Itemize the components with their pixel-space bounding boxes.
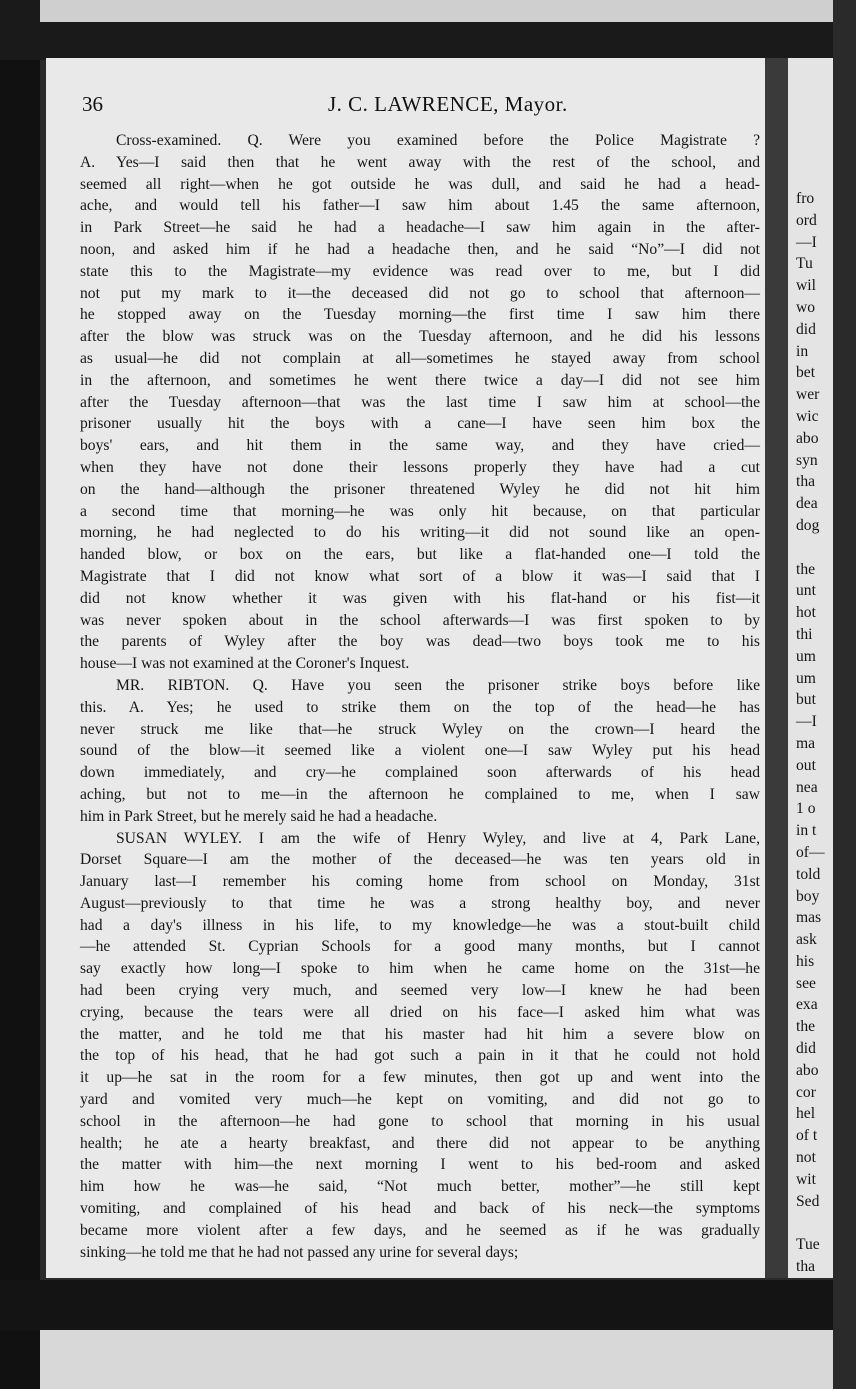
text-line: after the Tuesday afternoon—that was the last time I saw him at school—the bbox=[80, 393, 760, 411]
text-line: Cross-examined. Q. Were you examined before the Police Magistrate ? bbox=[116, 132, 760, 149]
text-line: aching, but not to me—in the afternoon he complained to me, when I saw bbox=[80, 785, 760, 803]
text-line: a second time that morning—he was only hit because, on that particular bbox=[80, 502, 760, 520]
text-line: this. A. Yes; he used to strike them on the top of the head—he has bbox=[80, 698, 760, 716]
text-line: A. Yes—I said then that he went away with the rest of the school, and bbox=[80, 153, 760, 171]
text-line: say exactly how long—I spoke to him when he came home on the 31st—he bbox=[80, 960, 760, 978]
facing-page-fragment: tha bbox=[796, 1258, 816, 1276]
facing-page-fragment: in bbox=[796, 342, 809, 360]
text-line: it up—he sat in the room for a few minutes, then got up and went into the bbox=[80, 1069, 760, 1087]
facing-page-fragment: wil bbox=[796, 277, 816, 295]
facing-page-fragment: the bbox=[796, 1018, 816, 1036]
facing-page-fragment: told bbox=[796, 865, 821, 883]
text-line: him how he was—he said, “Not much better, mother”—he still kept bbox=[80, 1178, 760, 1196]
facing-page-fragment: of— bbox=[796, 843, 825, 861]
facing-page-fragment: Tue bbox=[796, 1236, 820, 1254]
text-line: when they have not done their lessons properly they have had a cut bbox=[80, 458, 760, 476]
text-line: Magistrate that I did not know what sort of a blow it was—I said that I bbox=[80, 567, 760, 585]
text-line: had a day's illness in his life, to my knowledge—he was a stout-built child bbox=[80, 916, 760, 934]
facing-page-fragment: wer bbox=[796, 386, 820, 404]
text-line: the parents of Wyley after the boy was dead—two boys took me to his bbox=[80, 633, 760, 651]
facing-page-fragment: did bbox=[796, 320, 816, 338]
text-line: he stopped away on the Tuesday morning—the first time I saw him there bbox=[80, 306, 760, 324]
facing-page-fragment: tha bbox=[796, 473, 816, 491]
facing-page-fragment: abo bbox=[796, 429, 819, 447]
facing-page-fragment: 1 o bbox=[796, 800, 816, 818]
text-line: had been crying very much, and seemed very low—I knew he had been bbox=[80, 982, 760, 1000]
text-line: as usual—he did not complain at all—sometimes he stayed away from school bbox=[80, 349, 760, 367]
facing-page-fragment: exa bbox=[796, 996, 818, 1014]
text-line: the matter with him—the next morning I went to his bed-room and asked bbox=[80, 1156, 760, 1174]
facing-page-fragment: ord bbox=[796, 211, 817, 229]
scan-top-strip bbox=[40, 0, 833, 22]
facing-page-fragment: dog bbox=[796, 516, 820, 534]
text-line: January last—I remember his coming home from school on Monday, 31st bbox=[80, 873, 760, 891]
text-line: crying, because the tears were all dried on his face—I asked him what was bbox=[80, 1003, 760, 1021]
text-line: SUSAN WYLEY. I am the wife of Henry Wyley, and live at 4, Park Lane, bbox=[116, 829, 760, 847]
text-line: in the afternoon, and sometimes he went there twice a day—I did not see him bbox=[80, 371, 760, 389]
text-line: vomiting, and complained of his head and back of his neck—the symptoms bbox=[80, 1200, 760, 1218]
facing-page-fragment: um bbox=[796, 647, 816, 665]
facing-page-fragment: cor bbox=[796, 1083, 816, 1101]
facing-page-fragment: nea bbox=[796, 778, 818, 796]
facing-page-fragment: see bbox=[796, 974, 816, 992]
page-header bbox=[82, 92, 762, 122]
facing-page-fragment: wo bbox=[796, 298, 816, 316]
facing-page-fragment: unt bbox=[796, 582, 816, 600]
facing-page-fragment: bet bbox=[796, 364, 816, 382]
facing-page-fragment: not bbox=[796, 1149, 816, 1167]
facing-page-fragment: ask bbox=[796, 931, 817, 949]
facing-page-fragments bbox=[796, 188, 856, 1300]
text-line: boys' ears, and hit them in the same way, and they have cried— bbox=[80, 437, 760, 455]
facing-page-fragment: —I bbox=[796, 233, 817, 251]
text-line: was never spoken about in the school afterwards—I was first spoken to by bbox=[80, 611, 760, 629]
book-gutter bbox=[765, 58, 788, 1278]
facing-page-fragment: of t bbox=[796, 1127, 818, 1145]
body-text bbox=[80, 130, 760, 1263]
facing-page-fragment: thi bbox=[796, 625, 813, 643]
facing-page-fragment: hot bbox=[796, 604, 816, 622]
running-head: J. C. LAWRENCE, Mayor. bbox=[328, 92, 568, 116]
text-line: —he attended St. Cyprian Schools for a good many months, but I cannot bbox=[80, 938, 760, 956]
scan-bottom-strip bbox=[40, 1330, 833, 1389]
text-line: MR. RIBTON. Q. Have you seen the prisoner strike boys before like bbox=[116, 676, 760, 694]
text-line: never struck me like that—he struck Wyley on the crown—I heard the bbox=[80, 720, 760, 738]
text-line: him in Park Street, but he merely said he had a headache. bbox=[80, 807, 438, 825]
text-line: became more violent after a few days, and he seemed as if he was gradually bbox=[80, 1221, 760, 1239]
facing-page-fragment: —I bbox=[796, 713, 817, 731]
facing-page-fragment: Tu bbox=[796, 255, 813, 273]
text-line: Dorset Square—I am the mother of the deceased—he was ten years old in bbox=[80, 851, 760, 869]
facing-page-fragment: Sed bbox=[796, 1192, 820, 1210]
facing-page-fragment: wic bbox=[796, 407, 819, 425]
text-line: the matter, and he told me that his master had hit him a severe blow on bbox=[80, 1025, 760, 1043]
facing-page-fragment: abo bbox=[796, 1061, 819, 1079]
text-line: August—previously to that time he was a strong healthy boy, and never bbox=[80, 894, 760, 912]
text-line: noon, and asked him if he had a headache then, and he said “No”—I did not bbox=[80, 240, 760, 258]
text-line: on the hand—although the prisoner threatened Wyley he did not hit him bbox=[80, 480, 760, 498]
facing-page-fragment: out bbox=[796, 756, 816, 774]
facing-page-fragment bbox=[796, 1212, 856, 1234]
text-line: ache, and would tell his father—I saw him about 1.45 the same afternoon, bbox=[80, 197, 760, 215]
facing-page-fragment: ma bbox=[796, 734, 816, 752]
facing-page-fragment: but bbox=[796, 691, 816, 709]
text-line: house—I was not examined at the Coroner's Inquest. bbox=[80, 655, 410, 673]
scan-bottom-band bbox=[0, 1280, 833, 1330]
facing-page-fragment: fro bbox=[796, 190, 815, 207]
text-line: sinking—he told me that he had not passed any urine for several days; bbox=[80, 1243, 519, 1261]
facing-page-fragment: wit bbox=[796, 1170, 816, 1188]
facing-page-fragment: syn bbox=[796, 451, 818, 469]
text-line: in Park Street—he said he had a headache—I saw him again in the after- bbox=[80, 219, 760, 237]
facing-page-fragment: his bbox=[796, 952, 815, 970]
facing-page-fragment: the bbox=[796, 560, 816, 578]
facing-page-fragment: did bbox=[796, 1040, 816, 1058]
text-line: not put my mark to it—the deceased did not go to school that afternoon— bbox=[80, 284, 760, 302]
facing-page-fragment: boy bbox=[796, 887, 820, 905]
facing-page-fragment: hel bbox=[796, 1105, 816, 1123]
facing-page-fragment: dea bbox=[796, 495, 818, 513]
text-line: handed blow, or box on the ears, but like a flat-handed one—I told the bbox=[80, 546, 760, 564]
text-line: the top of his head, that he had got such a pain in it that he could not hold bbox=[80, 1047, 760, 1065]
text-line: seemed all right—when he got outside he was dull, and said he had a head- bbox=[80, 175, 760, 193]
text-line: health; he ate a hearty breakfast, and there did not appear to be anything bbox=[80, 1134, 760, 1152]
text-line: yard and vomited very much—he kept on vomiting, and did not go to bbox=[80, 1091, 760, 1109]
scan-left-edge bbox=[0, 0, 40, 1389]
facing-page-fragment bbox=[796, 537, 856, 559]
facing-page bbox=[788, 58, 833, 1278]
text-line: after the blow was struck was on the Tuesday afternoon, and he did his lessons bbox=[80, 328, 760, 346]
facing-page-fragment: mas bbox=[796, 909, 822, 927]
text-line: prisoner usually hit the boys with a cane—I have seen him box the bbox=[80, 415, 760, 433]
facing-page-fragment: um bbox=[796, 669, 816, 687]
facing-page-fragment: in t bbox=[796, 822, 817, 840]
text-line: down immediately, and cry—he complained soon afterwards of his head bbox=[80, 764, 760, 782]
text-line: state this to the Magistrate—my evidence was read over to me, but I did bbox=[80, 262, 760, 280]
page-number: 36 bbox=[82, 92, 103, 116]
text-line: school in the afternoon—he had gone to school that morning in his usual bbox=[80, 1112, 760, 1130]
text-line: morning, he had neglected to do his writing—it did not sound like an open- bbox=[80, 524, 760, 542]
text-line: sound of the blow—it seemed like a violent one—I saw Wyley put his head bbox=[80, 742, 760, 760]
text-line: did not know whether it was given with his flat-hand or his fist—it bbox=[80, 589, 760, 607]
